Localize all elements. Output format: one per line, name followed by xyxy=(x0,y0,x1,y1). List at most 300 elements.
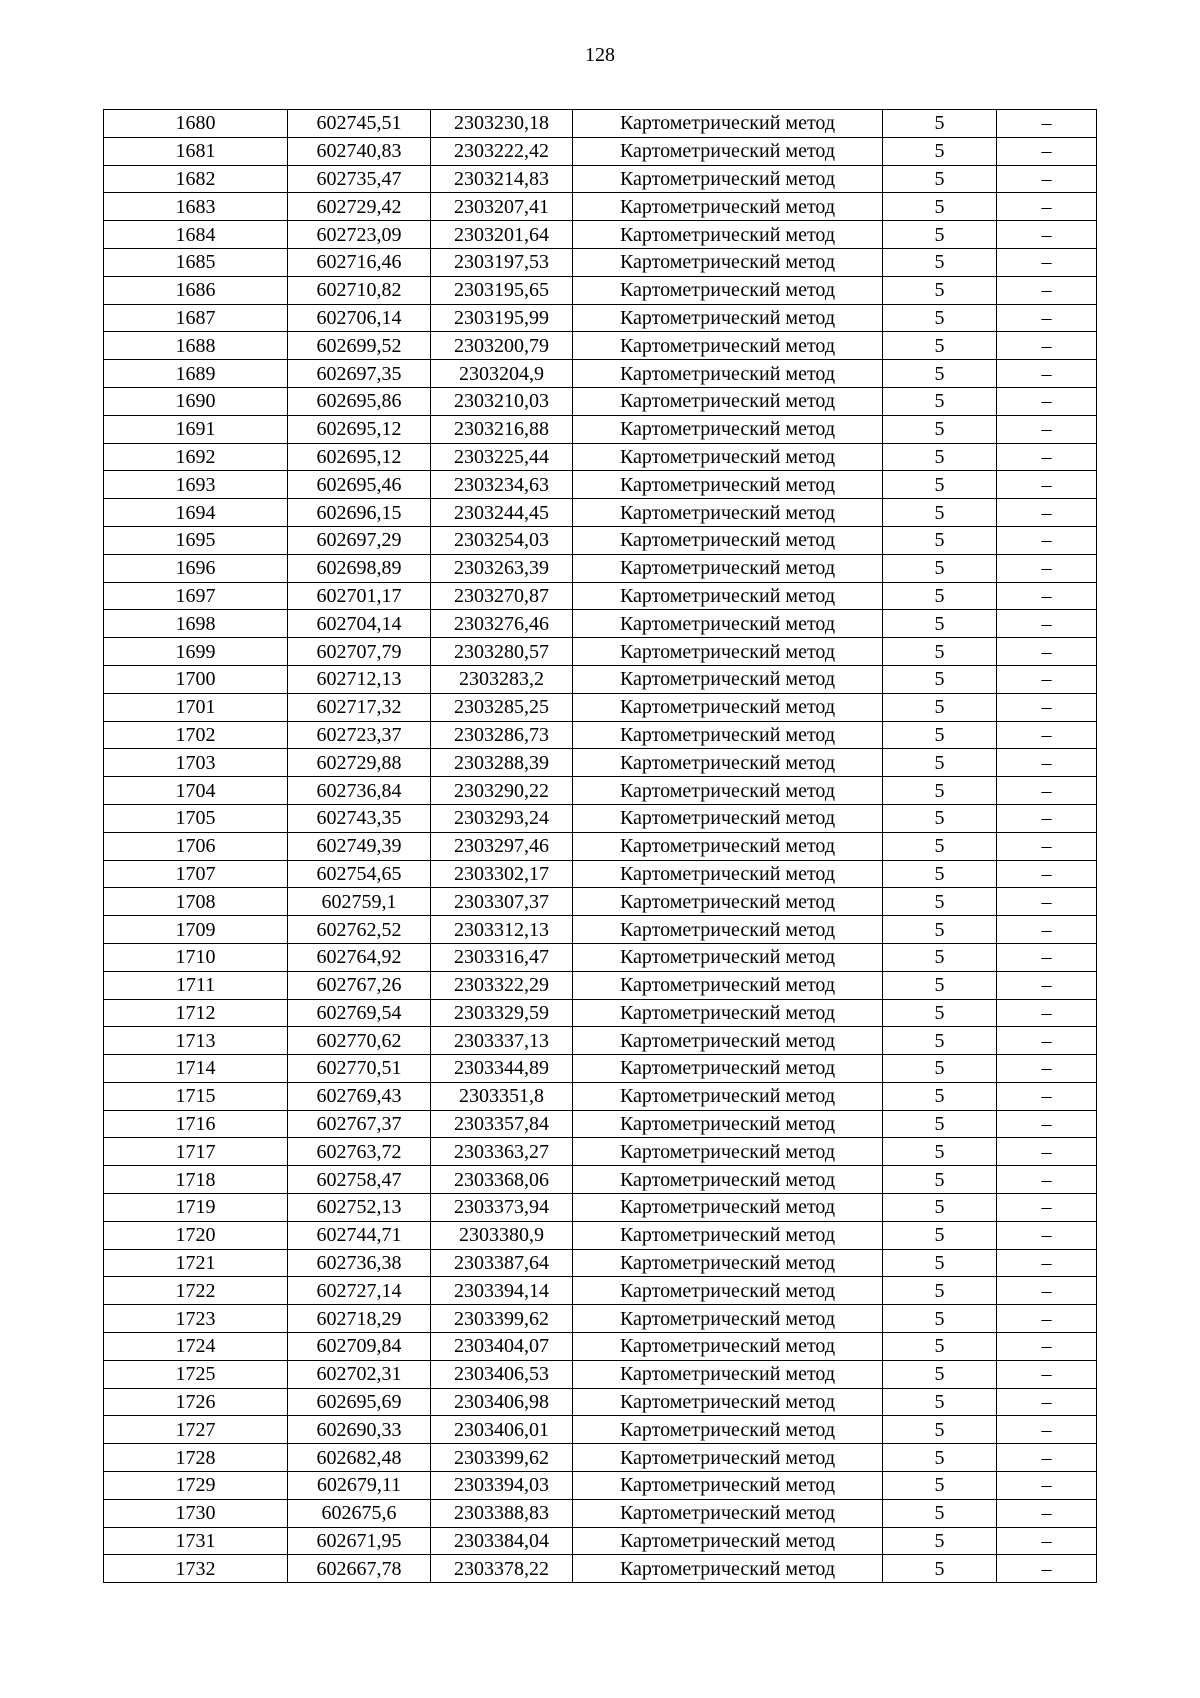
point-number-cell: 1728 xyxy=(104,1444,288,1472)
x-coordinate-cell: 602745,51 xyxy=(288,110,431,138)
dash-cell: – xyxy=(997,554,1097,582)
table-row xyxy=(104,1444,1097,1472)
method-cell: Картометрический метод xyxy=(573,638,883,666)
accuracy-cell: 5 xyxy=(883,1333,997,1361)
point-number-cell: 1729 xyxy=(104,1472,288,1500)
dash-cell: – xyxy=(997,526,1097,554)
y-coordinate-cell: 2303288,39 xyxy=(431,749,573,777)
point-number-cell: 1722 xyxy=(104,1277,288,1305)
table-row xyxy=(104,943,1097,971)
y-coordinate-cell: 2303378,22 xyxy=(431,1555,573,1583)
y-coordinate-cell: 2303388,83 xyxy=(431,1499,573,1527)
point-number-cell: 1711 xyxy=(104,971,288,999)
y-coordinate-cell: 2303201,64 xyxy=(431,221,573,249)
dash-cell: – xyxy=(997,804,1097,832)
table-row xyxy=(104,165,1097,193)
dash-cell: – xyxy=(997,860,1097,888)
method-cell: Картометрический метод xyxy=(573,443,883,471)
y-coordinate-cell: 2303384,04 xyxy=(431,1527,573,1555)
dash-cell: – xyxy=(997,777,1097,805)
point-number-cell: 1705 xyxy=(104,804,288,832)
x-coordinate-cell: 602695,12 xyxy=(288,443,431,471)
dash-cell: – xyxy=(997,1221,1097,1249)
method-cell: Картометрический метод xyxy=(573,471,883,499)
accuracy-cell: 5 xyxy=(883,1555,997,1583)
table-row xyxy=(104,1527,1097,1555)
table-row xyxy=(104,415,1097,443)
table-row xyxy=(104,1110,1097,1138)
accuracy-cell: 5 xyxy=(883,1388,997,1416)
method-cell: Картометрический метод xyxy=(573,832,883,860)
dash-cell: – xyxy=(997,721,1097,749)
accuracy-cell: 5 xyxy=(883,221,997,249)
point-number-cell: 1686 xyxy=(104,276,288,304)
dash-cell: – xyxy=(997,221,1097,249)
y-coordinate-cell: 2303357,84 xyxy=(431,1110,573,1138)
accuracy-cell: 5 xyxy=(883,443,997,471)
accuracy-cell: 5 xyxy=(883,415,997,443)
point-number-cell: 1721 xyxy=(104,1249,288,1277)
x-coordinate-cell: 602709,84 xyxy=(288,1333,431,1361)
y-coordinate-cell: 2303225,44 xyxy=(431,443,573,471)
table-row xyxy=(104,332,1097,360)
point-number-cell: 1716 xyxy=(104,1110,288,1138)
dash-cell: – xyxy=(997,165,1097,193)
method-cell: Картометрический метод xyxy=(573,1499,883,1527)
method-cell: Картометрический метод xyxy=(573,1472,883,1500)
table-row xyxy=(104,1194,1097,1222)
point-number-cell: 1687 xyxy=(104,304,288,332)
dash-cell: – xyxy=(997,387,1097,415)
table-row xyxy=(104,749,1097,777)
dash-cell: – xyxy=(997,1305,1097,1333)
accuracy-cell: 5 xyxy=(883,1360,997,1388)
y-coordinate-cell: 2303290,22 xyxy=(431,777,573,805)
dash-cell: – xyxy=(997,916,1097,944)
y-coordinate-cell: 2303293,24 xyxy=(431,804,573,832)
y-coordinate-cell: 2303222,42 xyxy=(431,137,573,165)
table-row xyxy=(104,1277,1097,1305)
dash-cell: – xyxy=(997,1277,1097,1305)
table-row xyxy=(104,1472,1097,1500)
accuracy-cell: 5 xyxy=(883,1472,997,1500)
table-row xyxy=(104,387,1097,415)
method-cell: Картометрический метод xyxy=(573,1110,883,1138)
dash-cell: – xyxy=(997,499,1097,527)
x-coordinate-cell: 602706,14 xyxy=(288,304,431,332)
table-row xyxy=(104,1416,1097,1444)
accuracy-cell: 5 xyxy=(883,193,997,221)
dash-cell: – xyxy=(997,999,1097,1027)
accuracy-cell: 5 xyxy=(883,526,997,554)
x-coordinate-cell: 602758,47 xyxy=(288,1166,431,1194)
dash-cell: – xyxy=(997,888,1097,916)
point-number-cell: 1731 xyxy=(104,1527,288,1555)
y-coordinate-cell: 2303406,53 xyxy=(431,1360,573,1388)
method-cell: Картометрический метод xyxy=(573,360,883,388)
point-number-cell: 1717 xyxy=(104,1138,288,1166)
x-coordinate-cell: 602699,52 xyxy=(288,332,431,360)
x-coordinate-cell: 602701,17 xyxy=(288,582,431,610)
y-coordinate-cell: 2303329,59 xyxy=(431,999,573,1027)
point-number-cell: 1689 xyxy=(104,360,288,388)
y-coordinate-cell: 2303254,03 xyxy=(431,526,573,554)
point-number-cell: 1688 xyxy=(104,332,288,360)
table-row xyxy=(104,499,1097,527)
y-coordinate-cell: 2303244,45 xyxy=(431,499,573,527)
dash-cell: – xyxy=(997,1499,1097,1527)
x-coordinate-cell: 602682,48 xyxy=(288,1444,431,1472)
dash-cell: – xyxy=(997,276,1097,304)
y-coordinate-cell: 2303307,37 xyxy=(431,888,573,916)
x-coordinate-cell: 602764,92 xyxy=(288,943,431,971)
y-coordinate-cell: 2303197,53 xyxy=(431,248,573,276)
method-cell: Картометрический метод xyxy=(573,110,883,138)
table-row xyxy=(104,1221,1097,1249)
method-cell: Картометрический метод xyxy=(573,248,883,276)
table-row xyxy=(104,193,1097,221)
accuracy-cell: 5 xyxy=(883,804,997,832)
point-number-cell: 1697 xyxy=(104,582,288,610)
dash-cell: – xyxy=(997,1027,1097,1055)
method-cell: Картометрический метод xyxy=(573,999,883,1027)
method-cell: Картометрический метод xyxy=(573,721,883,749)
accuracy-cell: 5 xyxy=(883,471,997,499)
y-coordinate-cell: 2303344,89 xyxy=(431,1055,573,1083)
dash-cell: – xyxy=(997,665,1097,693)
x-coordinate-cell: 602740,83 xyxy=(288,137,431,165)
x-coordinate-cell: 602697,35 xyxy=(288,360,431,388)
x-coordinate-cell: 602769,54 xyxy=(288,999,431,1027)
y-coordinate-cell: 2303283,2 xyxy=(431,665,573,693)
accuracy-cell: 5 xyxy=(883,304,997,332)
table-row xyxy=(104,1249,1097,1277)
method-cell: Картометрический метод xyxy=(573,193,883,221)
x-coordinate-cell: 602736,84 xyxy=(288,777,431,805)
dash-cell: – xyxy=(997,1082,1097,1110)
dash-cell: – xyxy=(997,304,1097,332)
accuracy-cell: 5 xyxy=(883,999,997,1027)
table-row xyxy=(104,971,1097,999)
table-row xyxy=(104,638,1097,666)
accuracy-cell: 5 xyxy=(883,137,997,165)
method-cell: Картометрический метод xyxy=(573,1360,883,1388)
table-row xyxy=(104,110,1097,138)
method-cell: Картометрический метод xyxy=(573,1138,883,1166)
table-row xyxy=(104,721,1097,749)
y-coordinate-cell: 2303316,47 xyxy=(431,943,573,971)
x-coordinate-cell: 602727,14 xyxy=(288,1277,431,1305)
accuracy-cell: 5 xyxy=(883,749,997,777)
accuracy-cell: 5 xyxy=(883,554,997,582)
point-number-cell: 1715 xyxy=(104,1082,288,1110)
accuracy-cell: 5 xyxy=(883,832,997,860)
y-coordinate-cell: 2303322,29 xyxy=(431,971,573,999)
method-cell: Картометрический метод xyxy=(573,916,883,944)
point-number-cell: 1726 xyxy=(104,1388,288,1416)
x-coordinate-cell: 602712,13 xyxy=(288,665,431,693)
method-cell: Картометрический метод xyxy=(573,971,883,999)
method-cell: Картометрический метод xyxy=(573,1444,883,1472)
point-number-cell: 1696 xyxy=(104,554,288,582)
table-row xyxy=(104,1305,1097,1333)
point-number-cell: 1723 xyxy=(104,1305,288,1333)
dash-cell: – xyxy=(997,582,1097,610)
table-row xyxy=(104,860,1097,888)
accuracy-cell: 5 xyxy=(883,665,997,693)
table-row xyxy=(104,888,1097,916)
x-coordinate-cell: 602759,1 xyxy=(288,888,431,916)
dash-cell: – xyxy=(997,1333,1097,1361)
x-coordinate-cell: 602695,86 xyxy=(288,387,431,415)
method-cell: Картометрический метод xyxy=(573,1277,883,1305)
table-row xyxy=(104,832,1097,860)
point-number-cell: 1701 xyxy=(104,693,288,721)
x-coordinate-cell: 602716,46 xyxy=(288,248,431,276)
y-coordinate-cell: 2303394,03 xyxy=(431,1472,573,1500)
y-coordinate-cell: 2303195,99 xyxy=(431,304,573,332)
method-cell: Картометрический метод xyxy=(573,582,883,610)
dash-cell: – xyxy=(997,360,1097,388)
x-coordinate-cell: 602729,88 xyxy=(288,749,431,777)
method-cell: Картометрический метод xyxy=(573,221,883,249)
x-coordinate-cell: 602729,42 xyxy=(288,193,431,221)
accuracy-cell: 5 xyxy=(883,332,997,360)
point-number-cell: 1703 xyxy=(104,749,288,777)
dash-cell: – xyxy=(997,832,1097,860)
y-coordinate-cell: 2303270,87 xyxy=(431,582,573,610)
x-coordinate-cell: 602723,37 xyxy=(288,721,431,749)
point-number-cell: 1704 xyxy=(104,777,288,805)
point-number-cell: 1732 xyxy=(104,1555,288,1583)
method-cell: Картометрический метод xyxy=(573,1055,883,1083)
accuracy-cell: 5 xyxy=(883,721,997,749)
point-number-cell: 1708 xyxy=(104,888,288,916)
y-coordinate-cell: 2303399,62 xyxy=(431,1305,573,1333)
method-cell: Картометрический метод xyxy=(573,554,883,582)
x-coordinate-cell: 602702,31 xyxy=(288,1360,431,1388)
accuracy-cell: 5 xyxy=(883,1444,997,1472)
y-coordinate-cell: 2303387,64 xyxy=(431,1249,573,1277)
y-coordinate-cell: 2303200,79 xyxy=(431,332,573,360)
x-coordinate-cell: 602704,14 xyxy=(288,610,431,638)
point-number-cell: 1699 xyxy=(104,638,288,666)
y-coordinate-cell: 2303286,73 xyxy=(431,721,573,749)
dash-cell: – xyxy=(997,1555,1097,1583)
table-row xyxy=(104,777,1097,805)
point-number-cell: 1719 xyxy=(104,1194,288,1222)
point-number-cell: 1713 xyxy=(104,1027,288,1055)
x-coordinate-cell: 602723,09 xyxy=(288,221,431,249)
y-coordinate-cell: 2303406,98 xyxy=(431,1388,573,1416)
y-coordinate-cell: 2303216,88 xyxy=(431,415,573,443)
y-coordinate-cell: 2303207,41 xyxy=(431,193,573,221)
point-number-cell: 1720 xyxy=(104,1221,288,1249)
x-coordinate-cell: 602754,65 xyxy=(288,860,431,888)
x-coordinate-cell: 602743,35 xyxy=(288,804,431,832)
point-number-cell: 1714 xyxy=(104,1055,288,1083)
accuracy-cell: 5 xyxy=(883,1305,997,1333)
dash-cell: – xyxy=(997,1249,1097,1277)
point-number-cell: 1709 xyxy=(104,916,288,944)
y-coordinate-cell: 2303204,9 xyxy=(431,360,573,388)
point-number-cell: 1730 xyxy=(104,1499,288,1527)
accuracy-cell: 5 xyxy=(883,1027,997,1055)
y-coordinate-cell: 2303312,13 xyxy=(431,916,573,944)
x-coordinate-cell: 602695,69 xyxy=(288,1388,431,1416)
dash-cell: – xyxy=(997,1472,1097,1500)
x-coordinate-cell: 602718,29 xyxy=(288,1305,431,1333)
x-coordinate-cell: 602696,15 xyxy=(288,499,431,527)
x-coordinate-cell: 602679,11 xyxy=(288,1472,431,1500)
x-coordinate-cell: 602762,52 xyxy=(288,916,431,944)
y-coordinate-cell: 2303280,57 xyxy=(431,638,573,666)
accuracy-cell: 5 xyxy=(883,638,997,666)
y-coordinate-cell: 2303302,17 xyxy=(431,860,573,888)
dash-cell: – xyxy=(997,1138,1097,1166)
accuracy-cell: 5 xyxy=(883,943,997,971)
table-row xyxy=(104,1166,1097,1194)
accuracy-cell: 5 xyxy=(883,1194,997,1222)
method-cell: Картометрический метод xyxy=(573,693,883,721)
method-cell: Картометрический метод xyxy=(573,943,883,971)
table-row xyxy=(104,1055,1097,1083)
x-coordinate-cell: 602763,72 xyxy=(288,1138,431,1166)
table-row xyxy=(104,276,1097,304)
dash-cell: – xyxy=(997,749,1097,777)
accuracy-cell: 5 xyxy=(883,1499,997,1527)
x-coordinate-cell: 602695,12 xyxy=(288,415,431,443)
x-coordinate-cell: 602675,6 xyxy=(288,1499,431,1527)
table-row xyxy=(104,360,1097,388)
method-cell: Картометрический метод xyxy=(573,1194,883,1222)
x-coordinate-cell: 602710,82 xyxy=(288,276,431,304)
method-cell: Картометрический метод xyxy=(573,1555,883,1583)
accuracy-cell: 5 xyxy=(883,1416,997,1444)
method-cell: Картометрический метод xyxy=(573,387,883,415)
method-cell: Картометрический метод xyxy=(573,1221,883,1249)
method-cell: Картометрический метод xyxy=(573,1416,883,1444)
x-coordinate-cell: 602707,79 xyxy=(288,638,431,666)
point-number-cell: 1707 xyxy=(104,860,288,888)
table-row xyxy=(104,1138,1097,1166)
dash-cell: – xyxy=(997,1388,1097,1416)
accuracy-cell: 5 xyxy=(883,1221,997,1249)
accuracy-cell: 5 xyxy=(883,971,997,999)
x-coordinate-cell: 602667,78 xyxy=(288,1555,431,1583)
coordinates-table xyxy=(103,109,1097,1583)
accuracy-cell: 5 xyxy=(883,499,997,527)
dash-cell: – xyxy=(997,415,1097,443)
point-number-cell: 1694 xyxy=(104,499,288,527)
point-number-cell: 1680 xyxy=(104,110,288,138)
y-coordinate-cell: 2303404,07 xyxy=(431,1333,573,1361)
y-coordinate-cell: 2303363,27 xyxy=(431,1138,573,1166)
dash-cell: – xyxy=(997,610,1097,638)
y-coordinate-cell: 2303234,63 xyxy=(431,471,573,499)
table-row xyxy=(104,916,1097,944)
accuracy-cell: 5 xyxy=(883,916,997,944)
x-coordinate-cell: 602769,43 xyxy=(288,1082,431,1110)
method-cell: Картометрический метод xyxy=(573,1027,883,1055)
page-number: 128 xyxy=(585,44,615,66)
dash-cell: – xyxy=(997,1360,1097,1388)
point-number-cell: 1690 xyxy=(104,387,288,415)
table-row xyxy=(104,443,1097,471)
table-row xyxy=(104,1082,1097,1110)
accuracy-cell: 5 xyxy=(883,777,997,805)
dash-cell: – xyxy=(997,248,1097,276)
dash-cell: – xyxy=(997,137,1097,165)
table-row xyxy=(104,1555,1097,1583)
x-coordinate-cell: 602735,47 xyxy=(288,165,431,193)
x-coordinate-cell: 602698,89 xyxy=(288,554,431,582)
method-cell: Картометрический метод xyxy=(573,304,883,332)
method-cell: Картометрический метод xyxy=(573,888,883,916)
accuracy-cell: 5 xyxy=(883,110,997,138)
dash-cell: – xyxy=(997,1194,1097,1222)
x-coordinate-cell: 602690,33 xyxy=(288,1416,431,1444)
table-body xyxy=(104,110,1097,1583)
method-cell: Картометрический метод xyxy=(573,332,883,360)
dash-cell: – xyxy=(997,110,1097,138)
y-coordinate-cell: 2303406,01 xyxy=(431,1416,573,1444)
point-number-cell: 1712 xyxy=(104,999,288,1027)
method-cell: Картометрический метод xyxy=(573,1333,883,1361)
point-number-cell: 1695 xyxy=(104,526,288,554)
point-number-cell: 1681 xyxy=(104,137,288,165)
method-cell: Картометрический метод xyxy=(573,860,883,888)
dash-cell: – xyxy=(997,1166,1097,1194)
x-coordinate-cell: 602767,26 xyxy=(288,971,431,999)
method-cell: Картометрический метод xyxy=(573,1527,883,1555)
table-row xyxy=(104,610,1097,638)
point-number-cell: 1685 xyxy=(104,248,288,276)
dash-cell: – xyxy=(997,1416,1097,1444)
y-coordinate-cell: 2303276,46 xyxy=(431,610,573,638)
accuracy-cell: 5 xyxy=(883,1082,997,1110)
table-row xyxy=(104,526,1097,554)
x-coordinate-cell: 602695,46 xyxy=(288,471,431,499)
x-coordinate-cell: 602671,95 xyxy=(288,1527,431,1555)
x-coordinate-cell: 602736,38 xyxy=(288,1249,431,1277)
method-cell: Картометрический метод xyxy=(573,749,883,777)
x-coordinate-cell: 602770,62 xyxy=(288,1027,431,1055)
table-row xyxy=(104,804,1097,832)
dash-cell: – xyxy=(997,471,1097,499)
x-coordinate-cell: 602749,39 xyxy=(288,832,431,860)
table-row xyxy=(104,221,1097,249)
y-coordinate-cell: 2303380,9 xyxy=(431,1221,573,1249)
dash-cell: – xyxy=(997,1527,1097,1555)
method-cell: Картометрический метод xyxy=(573,610,883,638)
method-cell: Картометрический метод xyxy=(573,137,883,165)
accuracy-cell: 5 xyxy=(883,610,997,638)
accuracy-cell: 5 xyxy=(883,860,997,888)
y-coordinate-cell: 2303368,06 xyxy=(431,1166,573,1194)
accuracy-cell: 5 xyxy=(883,1166,997,1194)
table-row xyxy=(104,582,1097,610)
table-row xyxy=(104,1333,1097,1361)
table-row xyxy=(104,1388,1097,1416)
accuracy-cell: 5 xyxy=(883,1110,997,1138)
point-number-cell: 1683 xyxy=(104,193,288,221)
x-coordinate-cell: 602767,37 xyxy=(288,1110,431,1138)
point-number-cell: 1692 xyxy=(104,443,288,471)
point-number-cell: 1682 xyxy=(104,165,288,193)
point-number-cell: 1698 xyxy=(104,610,288,638)
x-coordinate-cell: 602744,71 xyxy=(288,1221,431,1249)
